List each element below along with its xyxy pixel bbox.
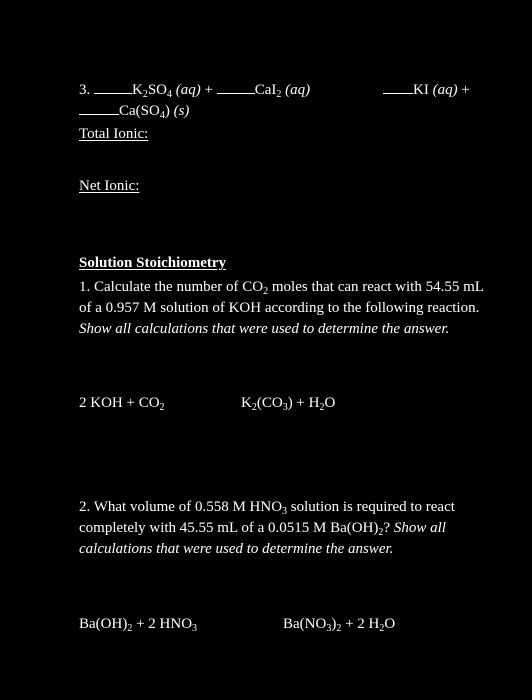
section-heading: Solution Stoichiometry	[79, 255, 227, 271]
ki-term	[383, 80, 470, 99]
reaction-1-reactants: 2 KOH + $CO_2$	[79, 395, 165, 413]
question-1: 1. Calculate the number of $CO_2$ moles that can react with 54.55 mL of a 0.957 M solution of KOH according to the following reaction. Show all calculations that were used to determine the answer.	[79, 279, 484, 337]
total-ionic-label: Total Ionic:	[79, 126, 149, 142]
plus-sign: +	[200, 82, 213, 98]
ki-formula: KI (aq)	[413, 82, 458, 98]
question-2: 2. What volume of 0.558 M $HNO_3$ solution is required to react completely with 45.55 mL of a 0.0515 M $Ba(OH)_2$? Show all calculations that were used to determine the answer.	[79, 499, 455, 557]
reaction-1-products: $K_2(CO_3) + H_2O$	[241, 395, 336, 413]
answer-blank[interactable]	[79, 101, 119, 115]
plus-sign: +	[457, 82, 470, 98]
answer-blank[interactable]	[94, 80, 132, 94]
k2so4-formula: $K_2SO_4$ (aq)	[132, 82, 201, 100]
problem-number: 3.	[79, 82, 91, 98]
reaction-2-products: $Ba(NO_3)_2 + 2$ $H_2O$	[283, 616, 396, 634]
problem3-line2	[79, 101, 189, 120]
cai2-formula: CaI$_2$ (aq)	[254, 82, 311, 100]
net-ionic-label: Net Ionic:	[79, 178, 140, 194]
caso4-formula: $Ca(SO_4)$ (s)	[119, 103, 190, 121]
answer-blank[interactable]	[217, 80, 255, 94]
reaction-2-reactants: $Ba(OH)_2 + 2$ $HNO_3$	[79, 616, 198, 634]
problem3-line1	[79, 80, 310, 99]
answer-blank[interactable]	[383, 80, 413, 94]
